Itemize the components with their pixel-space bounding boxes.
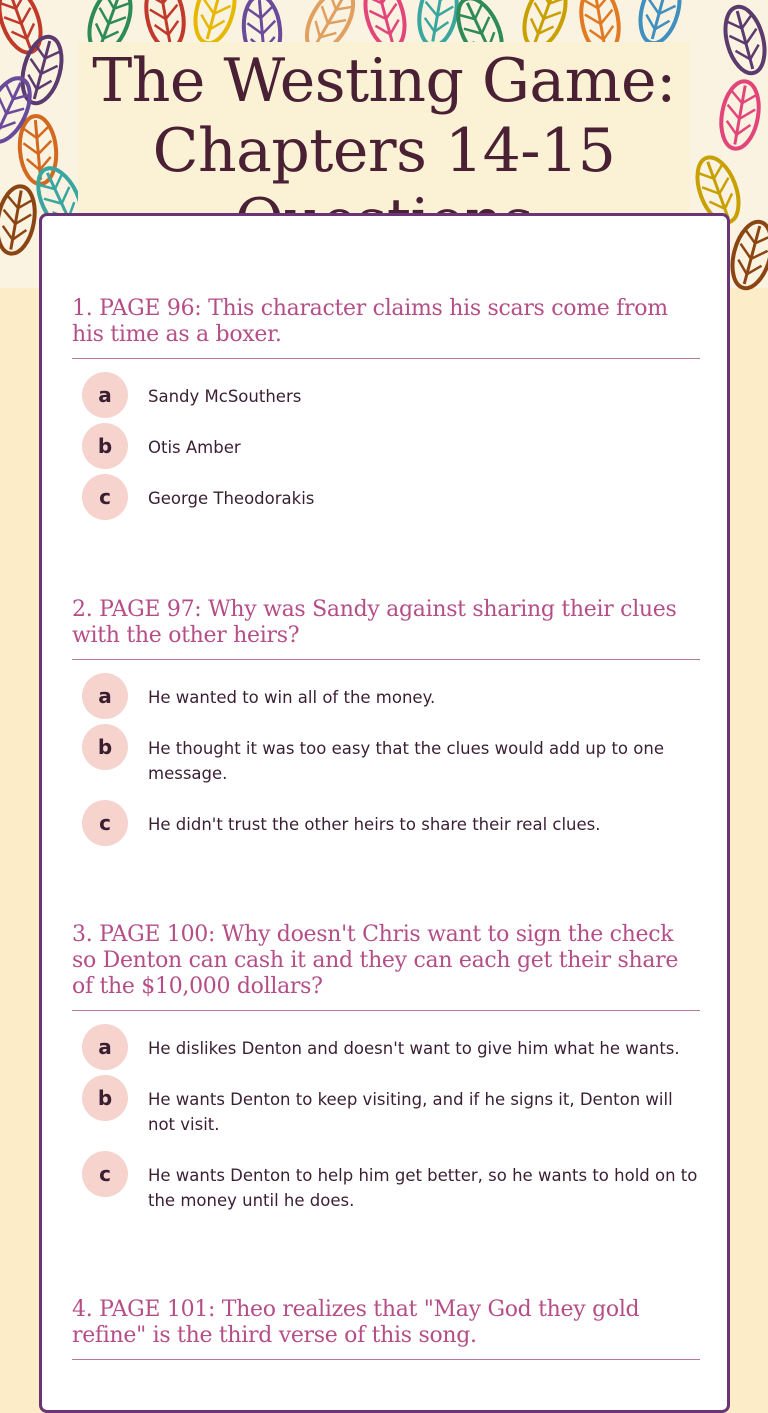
worksheet-title: The Westing Game: Chapters 14-15 <box>92 46 676 186</box>
answer-letter-bubble[interactable]: a <box>82 1024 128 1070</box>
answer-letter-bubble[interactable]: a <box>82 372 128 418</box>
answer-letter-bubble[interactable]: b <box>82 423 128 469</box>
question-text: 1. PAGE 96: This character claims his scars come from his time as a boxer. <box>72 296 700 359</box>
answer-text: He didn't trust the other heirs to share their real clues. <box>148 815 601 834</box>
answer-text: Sandy McSouthers <box>148 387 302 406</box>
answer-letter-bubble[interactable]: b <box>82 724 128 770</box>
answer-letter-bubble[interactable]: c <box>82 800 128 846</box>
answer-text: George Theodorakis <box>148 489 315 508</box>
answer-list <box>72 1011 700 1213</box>
answer-text: He dislikes Denton and doesn't want to give him what he wants. <box>148 1039 680 1058</box>
question-text: 2. PAGE 97: Why was Sandy against sharing their clues with the other heirs? <box>72 597 700 660</box>
answer-list <box>72 359 700 527</box>
answer-option[interactable] <box>72 802 700 853</box>
answer-option[interactable] <box>72 476 700 527</box>
question-text: 4. PAGE 101: Theo realizes that "May God they gold refine" is the third verse of this song. <box>72 1297 700 1360</box>
answer-option[interactable] <box>72 675 700 726</box>
answer-option[interactable] <box>72 726 700 802</box>
worksheet-sheet <box>39 213 730 1413</box>
answer-letter-bubble[interactable]: c <box>82 474 128 520</box>
answer-text: He thought it was too easy that the clues would add up to one message. <box>148 739 664 783</box>
answer-text: Otis Amber <box>148 438 241 457</box>
answer-text: He wants Denton to help him get better, so he wants to hold on to the money until he does. <box>148 1166 698 1210</box>
answer-option[interactable] <box>72 1077 700 1153</box>
question-3 <box>72 922 700 1213</box>
answer-letter-bubble[interactable]: b <box>82 1075 128 1121</box>
question-1 <box>72 296 700 527</box>
answer-option[interactable] <box>72 1153 700 1213</box>
answer-list <box>72 660 700 853</box>
question-4 <box>72 1297 700 1360</box>
answer-text: He wanted to win all of the money. <box>148 688 436 707</box>
answer-option[interactable] <box>72 425 700 476</box>
question-text: 3. PAGE 100: Why doesn't Chris want to sign the check so Denton can cash it and they can each get their share of the $10,000 dollars? <box>72 922 700 1011</box>
answer-letter-bubble[interactable]: c <box>82 1151 128 1197</box>
answer-letter-bubble[interactable]: a <box>82 673 128 719</box>
answer-option[interactable] <box>72 374 700 425</box>
answer-option[interactable] <box>72 1026 700 1077</box>
title-card <box>78 42 690 220</box>
answer-text: He wants Denton to keep visiting, and if he signs it, Denton will not visit. <box>148 1090 673 1134</box>
question-2 <box>72 597 700 853</box>
